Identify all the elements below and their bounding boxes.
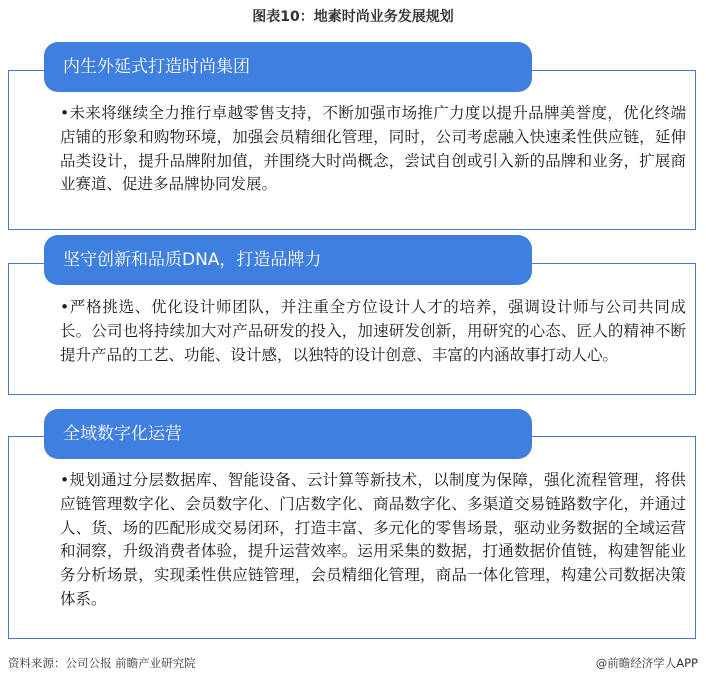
- section-1-body: •未来将继续全力推行卓越零售支持，不断加强市场推广力度以提升品牌美誉度，优化终端店铺的形象和购物环境，加强会员精细化管理，同时，公司考虑融入快速柔性供应链，延伸品类设计，提升品牌附加值，并围绕大时尚概念，尝试自创或引入新的品牌和业务，扩展商业赛道、促进多品牌协同发展。: [60, 104, 686, 194]
- section-2: [8, 235, 696, 395]
- section-2-body: •严格挑选、优化设计师团队，并注重全方位设计人才的培养，强调设计师与公司共同成长。公司也将持续加大对产品研发的投入，加速研发创新，用研究的心态、匠人的精神不断提升产品的工艺、功能、设计感，以独特的设计创意、丰富的内涵故事打动人心。: [60, 298, 686, 364]
- section-3-heading: 全域数字化运营: [44, 409, 532, 459]
- figure-title: 图表10：地素时尚业务发展规划: [252, 9, 454, 25]
- section-1-heading: 内生外延式打造时尚集团: [44, 42, 532, 92]
- section-3: [8, 409, 696, 639]
- brand-credit: @前瞻经济学人APP: [595, 656, 698, 670]
- source-note: 资料来源：公司公报 前瞻产业研究院: [8, 656, 196, 670]
- section-1: [8, 42, 696, 230]
- section-2-heading: 坚守创新和品质DNA，打造品牌力: [44, 235, 532, 285]
- section-3-body: •规划通过分层数据库、智能设备、云计算等新技术，以制度为保障，强化流程管理，将供应链管理数字化、会员数字化、门店数字化、商品数字化、多渠道交易链路数字化，并通过人、货、场的匹配形成交易闭环，打造丰富、多元化的零售场景，驱动业务数据的全域运营和洞察，升级消费者体验，提升运营效率。运用采集的数据，打通数据价值链，构建智能业务分析场景，实现柔性供应链管理，会员精细化管理，商品一体化管理，构建公司数据决策体系。: [60, 471, 686, 608]
